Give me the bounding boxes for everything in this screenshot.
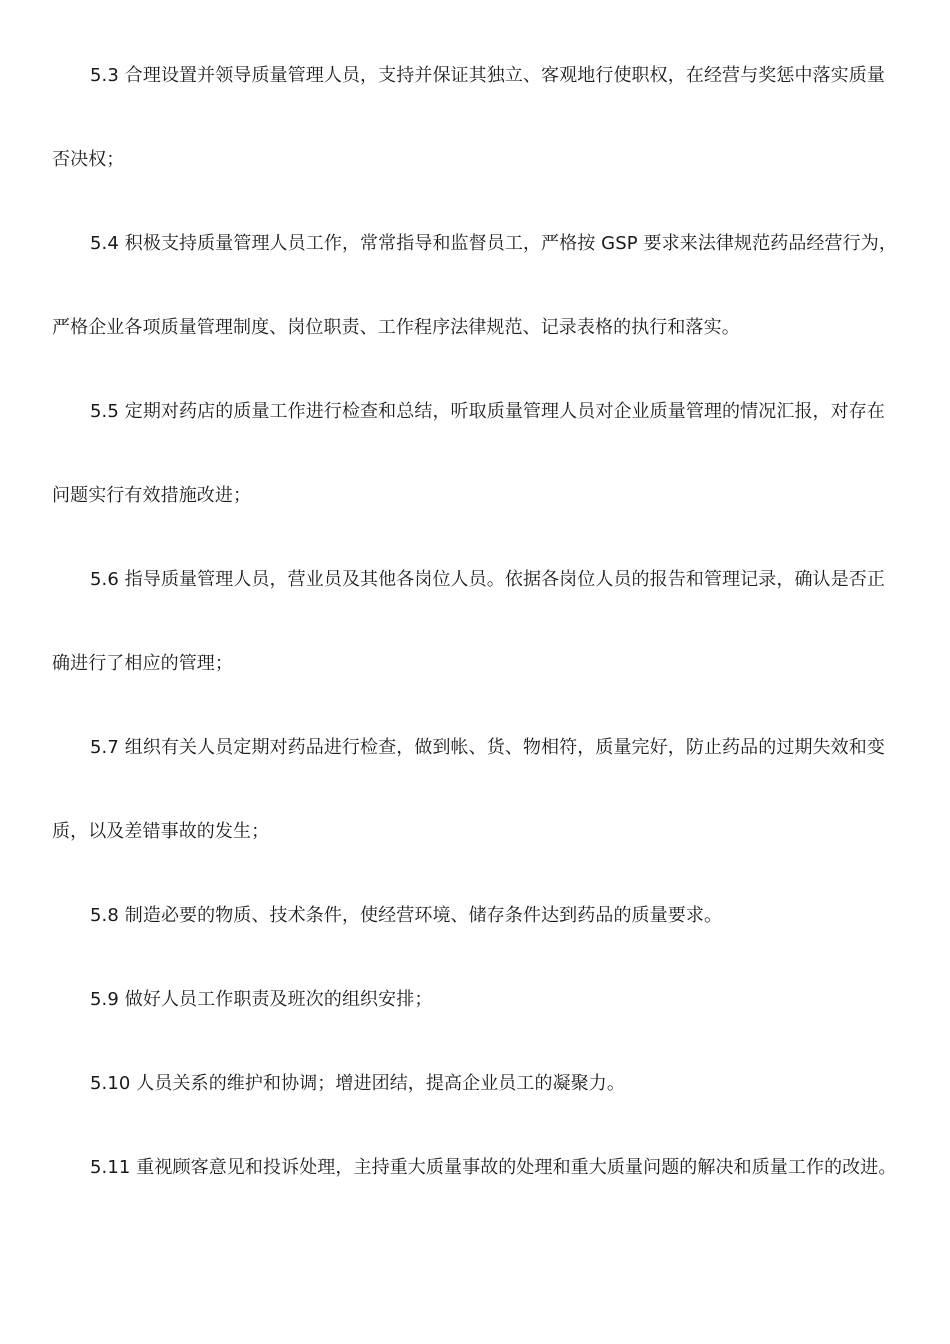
paragraph-5-6: 5.6 指导质量管理人员，营业员及其他各岗位人员。依据各岗位人员的报告和管理记录，确认是否正确进行了相应的管理； <box>52 569 885 674</box>
paragraph-5-11: 5.11 重视顾客意见和投诉处理，主持重大质量事故的处理和重大质量问题的解决和质量工作的改进。 <box>90 1157 897 1178</box>
paragraph-5-7: 5.7 组织有关人员定期对药品进行检查，做到帐、货、物相符，质量完好，防止药品的过期失效和变质，以及差错事故的发生； <box>52 737 885 842</box>
paragraph-5-9: 5.9 做好人员工作职责及班次的组织安排； <box>90 989 433 1010</box>
paragraph-5-3: 5.3 合理设置并领导质量管理人员，支持并保证其独立、客观地行使职权，在经营与奖惩中落实质量否决权； <box>52 65 885 170</box>
paragraph-5-10: 5.10 人员关系的维护和协调；增进团结，提高企业员工的凝聚力。 <box>90 1073 625 1094</box>
paragraph-5-4: 5.4 积极支持质量管理人员工作，常常指导和监督员工，严格按 GSP 要求来法律规范药品经营行为，严格企业各项质量管理制度、岗位职责、工作程序法律规范、记录表格的执行和落实。 <box>52 233 897 338</box>
paragraph-5-5: 5.5 定期对药店的质量工作进行检查和总结，听取质量管理人员对企业质量管理的情况汇报，对存在问题实行有效措施改进； <box>52 401 885 506</box>
paragraph-5-8: 5.8 制造必要的物质、技术条件，使经营环境、储存条件达到药品的质量要求。 <box>90 905 723 926</box>
document-page <box>52 0 900 1210</box>
